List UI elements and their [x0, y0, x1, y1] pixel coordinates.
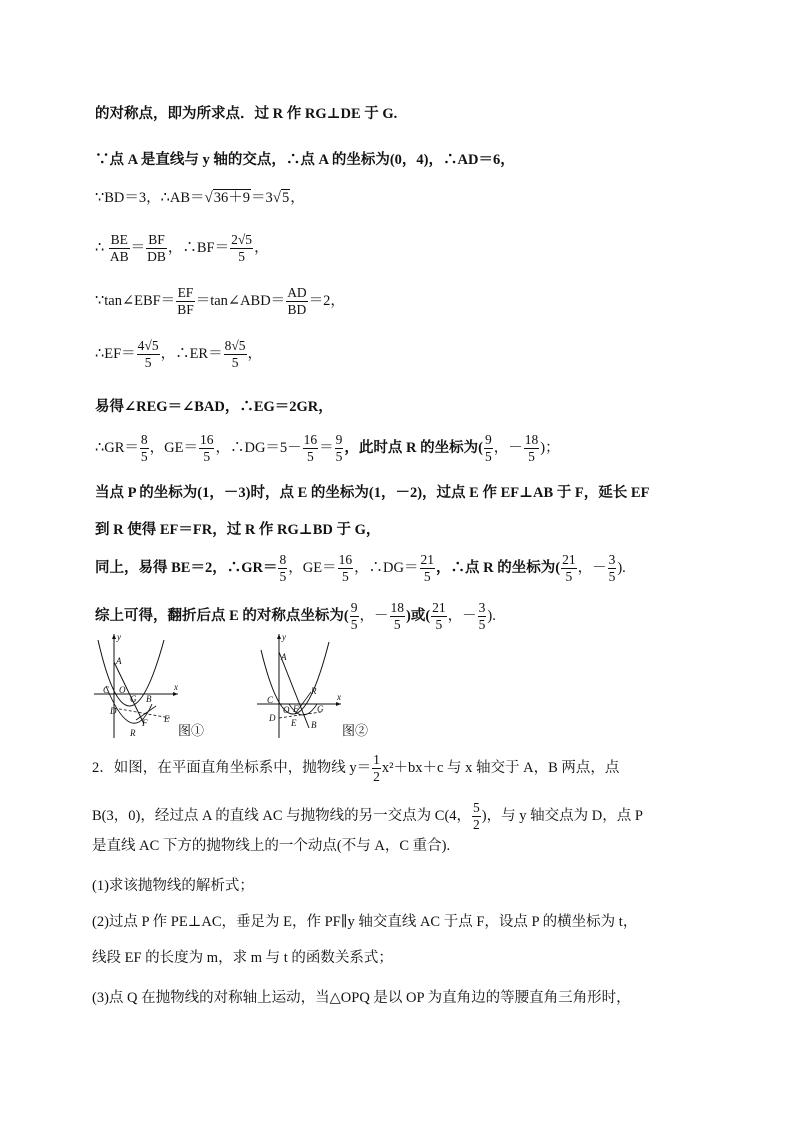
solution-line-3 [95, 188, 305, 208]
solution-line-12: 综上可得，翻折后点 E 的对称点坐标为( $\frac{9}{5}$ ，－ $\frac{18}{5}$ )或( $\frac{21}{5}$ ，－ $\frac{3}{5}$ ). [95, 600, 496, 632]
radicand: 5 [281, 190, 290, 206]
question-line-6: 线段 EF 的长度为 m，求 m 与 t 的函数关系式； [92, 950, 393, 966]
fraction: $\frac{16}{5}$ [338, 552, 353, 584]
label-F: F [142, 718, 148, 728]
label-B: B [146, 694, 152, 704]
label-E: E [164, 714, 170, 724]
figure-2-caption: 图② [342, 723, 369, 738]
question-line-4: (1)求该抛物线的解析式； [92, 878, 254, 894]
solution-line-8: ∴GR＝ $\frac{8}{5}$ ，GE＝ $\frac{16}{5}$ ，∴DG＝5－ $\frac{16}{5}$ ＝ $\frac{9}{5}$ ，此时点 R 的坐标为( $\frac{9}{5}$ ，－ $\frac{18}{5}$ )； [95, 432, 560, 464]
label-x: x [174, 682, 178, 692]
figure-1 [92, 632, 182, 747]
radicand: 36＋9 [213, 190, 250, 206]
question-line-3: 是直线 AC 下方的抛物线上的一个动点(不与 A，C 重合). [92, 838, 451, 854]
label-A: A [281, 652, 287, 662]
fraction: $\frac{9}{5}$ [335, 432, 343, 464]
fraction: $\frac{21}{5}$ [420, 552, 435, 584]
label-C: C [267, 695, 274, 705]
text: ＝3 [250, 190, 273, 206]
label-R: R [311, 686, 317, 696]
fraction: $\frac{16}{5}$ [303, 432, 318, 464]
sqrt-symbol: √ [204, 190, 213, 206]
text: ∴ [95, 239, 105, 256]
solution-line-1: 的对称点，即为所求点．过 R 作 RG⊥DE 于 G. [95, 106, 398, 122]
label-O: O [283, 705, 290, 715]
question-line-7: (3)点 Q 在抛物线的对称轴上运动，当△OPQ 是以 OP 为直角边的等腰直角三角形时， [92, 990, 631, 1006]
text: ， [290, 190, 305, 206]
solution-line-6: ∴EF＝ $\frac{4√5}{5}$ ，∴ER＝ $\frac{8√5}{5}$ ， [95, 338, 263, 370]
fraction: $\frac{18}{5}$ [390, 600, 404, 632]
sqrt-symbol: √ [272, 190, 281, 206]
fraction: $\frac{5}{2}$ [473, 800, 480, 832]
label-G: G [317, 704, 324, 714]
label-R: R [130, 728, 136, 738]
fraction: $\frac{AD}{BD}$ [287, 285, 307, 317]
fraction: $\frac{1}{2}$ [373, 752, 380, 784]
label-y: y [282, 632, 286, 642]
label-y: y [117, 632, 121, 642]
fraction: $\frac{3}{5}$ [608, 552, 616, 584]
label-x: x [337, 692, 341, 702]
label-G: G [130, 694, 137, 704]
solution-line-11: 同上，易得 BE＝2，∴GR＝ $\frac{8}{5}$ ，GE＝ $\frac{16}{5}$ ，∴DG＝ $\frac{21}{5}$ ，∴点 R 的坐标为( $\frac{21}{5}$ ，－ $\frac{3}{5}$ ). [95, 552, 626, 584]
figure-2-diagram [255, 632, 345, 742]
solution-line-10: 到 R 使得 EF＝FR，过 R 作 RG⊥BD 于 G， [95, 522, 381, 538]
fraction: $\frac{BE}{AB}$ [109, 232, 129, 264]
solution-line-2: ∵点 A 是直线与 y 轴的交点，∴点 A 的坐标为(0，4)，∴AD＝6， [95, 152, 515, 168]
label-D: D [269, 713, 276, 723]
solution-line-9: 当点 P 的坐标为(1，－3)时，点 E 的坐标为(1，－2)，过点 E 作 EF⊥AB 于 F，延长 EF [95, 485, 650, 501]
label-D: D [110, 706, 117, 716]
fraction: $\frac{2√5}{5}$ [231, 232, 253, 264]
fraction: $\frac{9}{5}$ [484, 432, 492, 464]
label-B: B [311, 720, 317, 730]
fraction: $\frac{16}{5}$ [199, 432, 214, 464]
figure-1-diagram [92, 632, 182, 742]
label-C: C [103, 685, 110, 695]
label-O: O [119, 685, 126, 695]
fraction: $\frac{8}{5}$ [140, 432, 148, 464]
fraction: $\frac{EF}{BF}$ [177, 285, 194, 317]
label-E: E [291, 718, 297, 728]
figure-1-caption: 图① [178, 723, 205, 738]
question-line-2: B(3，0)，经过点 A 的直线 AC 与抛物线的另一交点为 C(4， $\frac{5}{2}$ )，与 y 轴交点为 D，点 P [92, 800, 643, 832]
label-F: F [293, 704, 299, 714]
fraction: $\frac{4√5}{5}$ [137, 338, 159, 370]
fraction: $\frac{3}{5}$ [478, 600, 486, 632]
fraction: $\frac{8√5}{5}$ [224, 338, 246, 370]
fraction: $\frac{8}{5}$ [279, 552, 287, 584]
question-line-5: (2)过点 P 作 PE⊥AC，垂足为 E，作 PF∥y 轴交直线 AC 于点 F，设点 P 的横坐标为 t， [92, 914, 638, 930]
fraction: $\frac{18}{5}$ [524, 432, 539, 464]
question-line-1: 2．如图，在平面直角坐标系中，抛物线 y＝ $\frac{1}{2}$ x²＋bx＋c 与 x 轴交于 A，B 两点，点 [92, 752, 620, 784]
text: ∵BD＝3，∴AB＝ [95, 190, 205, 206]
fraction: $\frac{21}{5}$ [432, 600, 446, 632]
fraction: $\frac{9}{5}$ [350, 600, 358, 632]
figure-2 [255, 632, 345, 747]
label-A: A [116, 656, 122, 666]
solution-line-7: 易得∠REG＝∠BAD，∴EG＝2GR， [95, 399, 333, 415]
fraction: $\frac{21}{5}$ [562, 552, 576, 584]
solution-line-4: ∴ $\frac{BE}{AB}$ ＝ $\frac{BF}{DB}$ ，∴BF＝ $\frac{2√5}{5}$ ， [95, 232, 269, 264]
fraction: $\frac{BF}{DB}$ [147, 232, 166, 264]
solution-line-5: ∵tan∠EBF＝ $\frac{EF}{BF}$ ＝tan∠ABD＝ $\frac{AD}{BD}$ ＝2， [95, 285, 345, 317]
